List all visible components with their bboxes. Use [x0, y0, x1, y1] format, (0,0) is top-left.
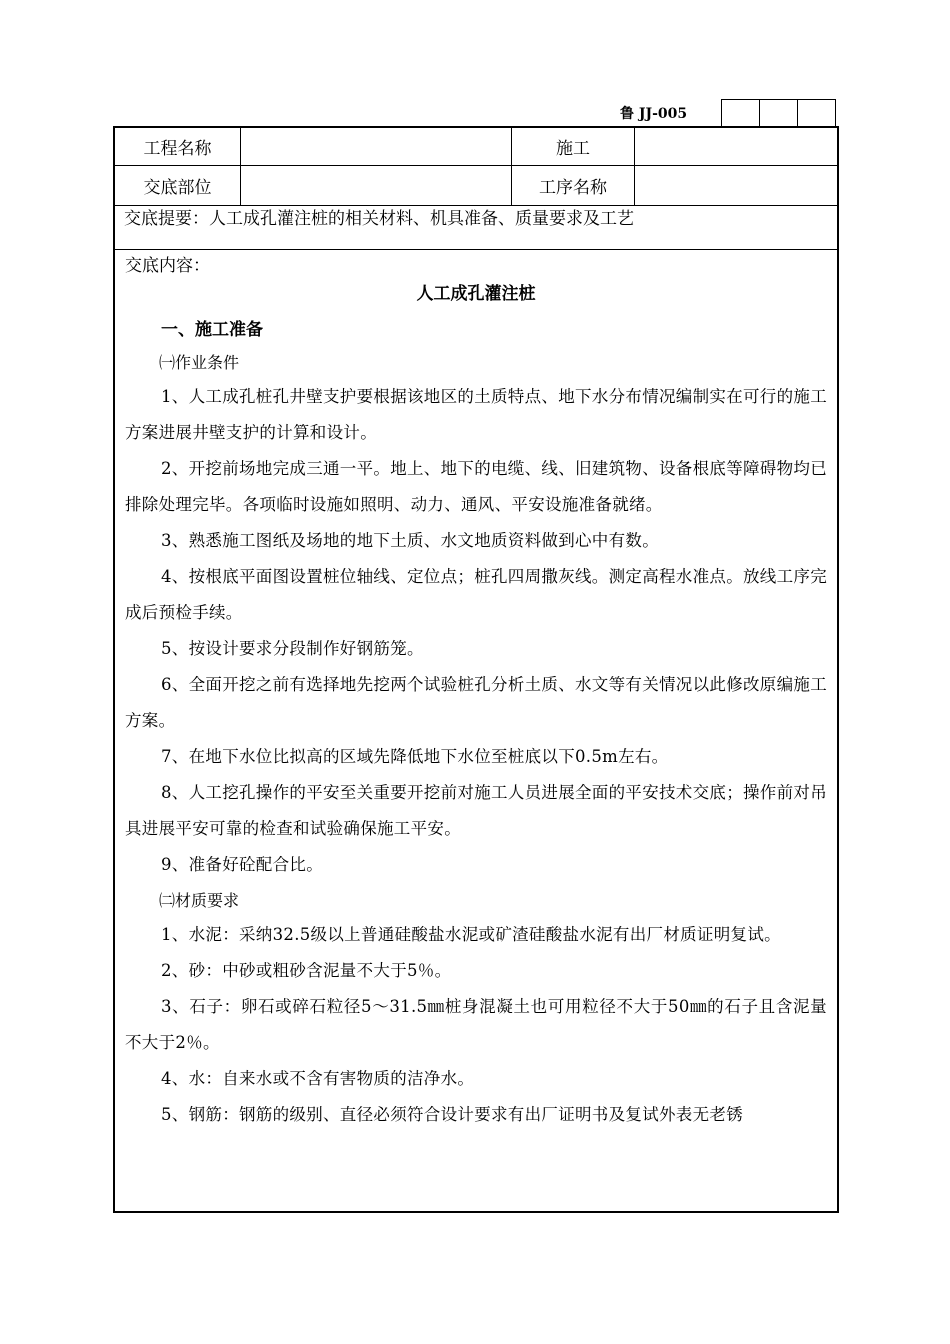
form-code: 鲁 JJ-005 — [620, 105, 688, 122]
part-label: 交底部位 — [143, 178, 212, 198]
code-box — [797, 99, 836, 127]
paragraph: 2、砂：中砂或粗砂含泥量不大于5％。 — [161, 961, 452, 980]
header-row-2 — [115, 166, 837, 206]
construction-label: 施工 — [556, 139, 590, 159]
code-box — [759, 99, 798, 127]
process-value — [635, 166, 837, 205]
paragraph: 3、石子：卵石或碎石粒径5～31.5㎜桩身混凝土也可用粒径不大于50㎜的石子且含泥量不大于2％。 — [125, 997, 827, 1052]
project-name-label: 工程名称 — [143, 139, 212, 159]
paragraph: 1、人工成孔桩孔井壁支护要根据该地区的土质特点、地下水分布情况编制实在可行的施工方案进展井壁支护的计算和设计。 — [125, 387, 827, 442]
subsection-heading: ㈠作业条件 — [159, 353, 240, 372]
project-name-value — [241, 128, 511, 165]
disclosure-sheet — [113, 126, 839, 1213]
paragraph: 3、熟悉施工图纸及场地的地下土质、水文地质资料做到心中有数。 — [161, 531, 659, 550]
paragraph: 9、准备好砼配合比。 — [161, 855, 323, 874]
paragraph: 8、人工挖孔操作的平安至关重要开挖前对施工人员进展全面的平安技术交底；操作前对吊具进展平安可靠的检查和试验确保施工平安。 — [125, 783, 827, 838]
part-value — [241, 166, 511, 205]
process-label: 工序名称 — [539, 178, 607, 198]
section-heading: 一、施工准备 — [161, 320, 263, 340]
paragraph: 6、全面开挖之前有选择地先挖两个试验桩孔分析土质、水文等有关情况以此修改原编施工方案。 — [125, 675, 827, 730]
content-label: 交底内容： — [125, 256, 210, 276]
paragraph: 5、钢筋：钢筋的级别、直径必须符合设计要求有出厂证明书及复试外表无老锈 — [161, 1105, 743, 1124]
paragraph: 7、在地下水位比拟高的区域先降低地下水位至桩底以下0.5m左右。 — [161, 747, 669, 766]
construction-value — [635, 128, 837, 165]
paragraph: 4、水：自来水或不含有害物质的洁净水。 — [161, 1069, 475, 1088]
summary: 交底提要：人工成孔灌注桩的相关材料、机具准备、质量要求及工艺 — [115, 206, 837, 250]
form-code-boxes — [722, 99, 836, 127]
subsection-heading: ㈡材质要求 — [159, 891, 240, 910]
header-row-1 — [115, 128, 837, 166]
paragraph: 4、按根底平面图设置桩位轴线、定位点；桩孔四周撒灰线。测定高程水准点。放线工序完成后预检手续。 — [125, 567, 827, 622]
code-box — [721, 99, 760, 127]
paragraph: 2、开挖前场地完成三通一平。地上、地下的电缆、线、旧建筑物、设备根底等障碍物均已排除处理完毕。各项临时设施如照明、动力、通风、平安设施准备就绪。 — [125, 459, 827, 514]
paragraph: 5、按设计要求分段制作好钢筋笼。 — [161, 639, 424, 658]
paragraph: 1、水泥：采纳32.5级以上普通硅酸盐水泥或矿渣硅酸盐水泥有出厂材质证明复试。 — [161, 925, 781, 944]
form-code-row — [620, 99, 693, 126]
content-area — [115, 251, 837, 1211]
doc-title: 人工成孔灌注桩 — [416, 284, 536, 304]
